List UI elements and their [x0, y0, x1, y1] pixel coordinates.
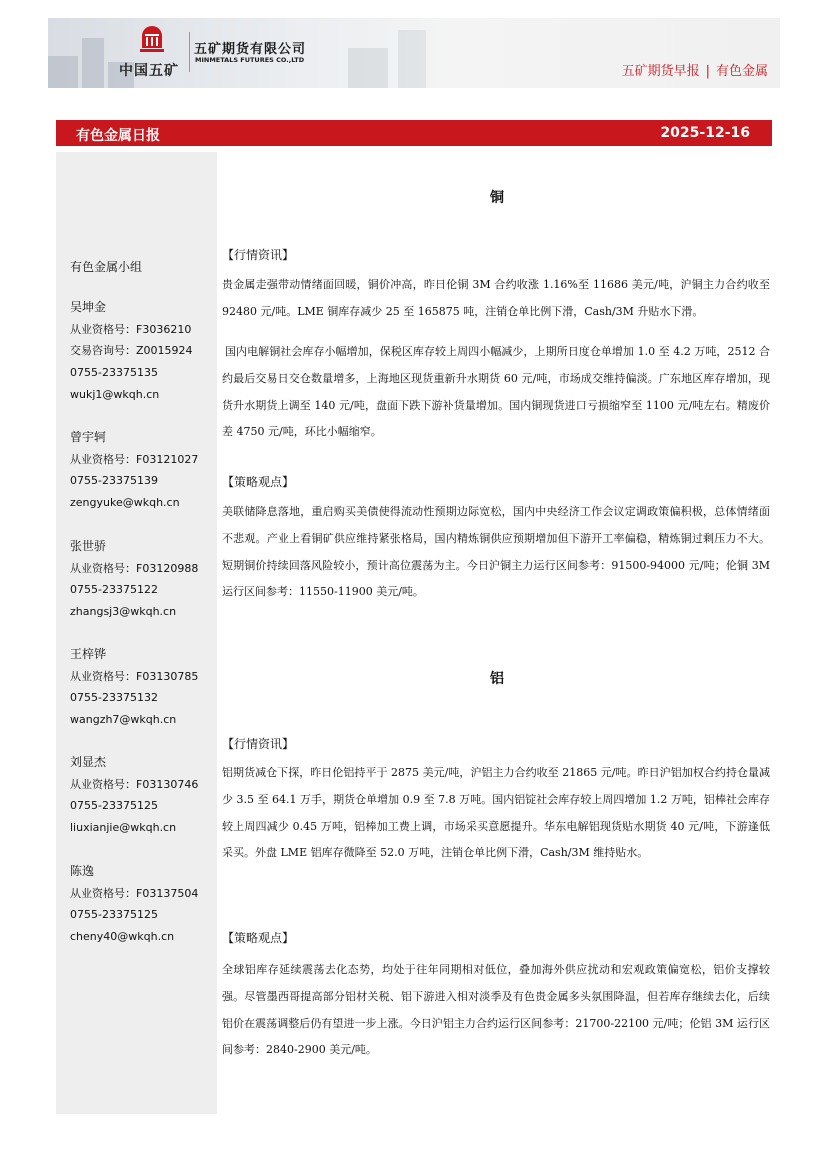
aluminum-market-paragraph: 铝期货减仓下探，昨日伦铝持平于 2875 美元/吨，沪铝主力合约收至 21865 元/吨。昨日沪铝加权合约持仓量减少 3.5 至 64.1 万手，期货仓单增加 0.9 至 7.8 万吨。国内铝锭社会库存较上周四增加 1.2 万吨，铝棒社会库存较上周四减少 0.45 万吨，铝棒加工费上调，市场采买意愿提升。华东电解铝现货贴水期货 40 元/吨，下游逢低采买。外盘 LME 铝库存微降至 52.0 万吨，注销仓单比例下滑，Cash/3M 维持贴水。 [222, 766, 770, 860]
analyst-email: zengyuke@wkqh.cn [70, 496, 180, 510]
analyst-phone: 0755-23375139 [70, 474, 158, 488]
analyst-name: 张世骄 [70, 539, 107, 553]
copper-strategy-paragraph: 美联储降息落地，重启购买美债使得流动性预期边际宽松，国内中央经济工作会议定调政策偏积极，总体情绪面不悲观。产业上看铜矿供应维持紧张格局，国内精炼铜供应预期增加但下游开工率偏稳，精炼铜过剩压力不大。短期铜价持续回落风险较小，预计高位震荡为主。今日沪铜主力运行区间参考：91500-94000 元/吨；伦铜 3M 运行区间参考：11550-11900 美元/吨。 [222, 505, 770, 599]
analyst-license: 从业资格号：F03130785 [70, 669, 199, 683]
minmetals-logo-icon [137, 24, 167, 58]
analyst-name: 曾宇轲 [70, 430, 107, 444]
analyst-card [70, 861, 220, 948]
strategy-label: 【策略观点】 [222, 931, 295, 945]
analyst-phone: 0755-23375125 [70, 908, 158, 922]
background-building-graphic [398, 30, 426, 88]
analyst-license: 从业资格号：F03120988 [70, 561, 199, 575]
analyst-card [70, 752, 220, 839]
background-building-graphic [348, 48, 388, 88]
analyst-phone: 0755-23375132 [70, 691, 158, 705]
analyst-email: cheny40@wkqh.cn [70, 930, 175, 944]
analyst-phone: 0755-23375125 [70, 799, 158, 813]
analyst-license: 从业资格号：F03130746 [70, 777, 199, 791]
strategy-label: 【策略观点】 [222, 475, 295, 489]
copper-market-paragraph-2: 国内电解铜社会库存小幅增加，保税区库存较上周四小幅减少，上期所日度仓单增加 1.0 至 4.2 万吨，2512 合约最后交易日交仓数量增多，上海地区现货重新升水期货 60 元/吨，市场成交维持偏淡。广东地区库存增加，现货升水期货上调至 140 元/吨，盘面下跌下游补货量增加。国内铜现货进口亏损缩窄至 1100 元/吨左右。精废价差 4750 元/吨，环比小幅缩窄。 [222, 345, 770, 439]
company-name-en: MINMETALS FUTURES CO.,LTD [195, 56, 305, 64]
copper-market-paragraph: 贵金属走强带动情绪面回暖，铜价冲高，昨日伦铜 3M 合约收涨 1.16%至 11686 美元/吨，沪铜主力合约收至 92480 元/吨。LME 铜库存减少 25 至 165875 吨，注销仓单比例下滑，Cash/3M 升贴水下滑。 [222, 278, 770, 318]
section-title-aluminum: 铝 [490, 671, 504, 687]
analyst-phone: 0755-23375122 [70, 583, 158, 597]
analyst-name: 王梓铧 [70, 647, 107, 661]
analyst-phone: 0755-23375135 [70, 366, 158, 380]
report-date: 2025-12-16 [660, 125, 750, 141]
analyst-name: 陈逸 [70, 864, 95, 878]
analyst-email: zhangsj3@wkqh.cn [70, 605, 177, 619]
analyst-license: 从业资格号：F3036210 [70, 322, 192, 336]
analyst-card [70, 644, 220, 731]
company-name-cn: 五矿期货有限公司 [194, 42, 307, 57]
analyst-name: 刘显杰 [70, 755, 107, 769]
report-series-name: 五矿期货早报 [621, 64, 700, 79]
market-info-label: 【行情资讯】 [222, 248, 295, 262]
analyst-card [70, 536, 220, 623]
market-info-label: 【行情资讯】 [222, 737, 295, 751]
background-building-graphic [82, 38, 104, 88]
aluminum-strategy-paragraph: 全球铝库存延续震荡去化态势，均处于往年同期相对低位，叠加海外供应扰动和宏观政策偏宽松，铝价支撑较强。尽管墨西哥提高部分铝材关税、铝下游进入相对淡季及有色贵金属多头氛围降温，但若库存继续去化，后续铝价在震荡调整后仍有望进一步上涨。今日沪铝主力合约运行区间参考：21700-22100 元/吨；伦铝 3M 运行区间参考：2840-2900 美元/吨。 [222, 963, 770, 1057]
page-header [48, 18, 780, 88]
analyst-license: 从业资格号：F03121027 [70, 452, 199, 466]
report-category: 有色金属 [715, 64, 768, 79]
analyst-email: wangzh7@wkqh.cn [70, 713, 177, 727]
report-title: 有色金属日报 [76, 128, 160, 144]
analyst-sidebar [56, 152, 217, 1114]
analyst-card [70, 297, 220, 406]
team-name: 有色金属小组 [70, 260, 143, 274]
report-series-separator: | [705, 64, 710, 79]
analyst-license: 从业资格号：F03137504 [70, 886, 199, 900]
analyst-consult-license: 交易咨询号：Z0015924 [70, 344, 193, 358]
logo-divider [189, 32, 190, 72]
logo-text: 中国五矿 [119, 63, 179, 79]
analyst-email: liuxianjie@wkqh.cn [70, 821, 177, 835]
report-banner [56, 120, 772, 146]
analyst-email: wukj1@wkqh.cn [70, 387, 160, 401]
report-series [622, 60, 768, 79]
section-title-copper: 铜 [490, 190, 504, 206]
analyst-name: 吴坤金 [70, 300, 107, 314]
analyst-card [70, 427, 220, 514]
background-building-graphic [48, 56, 78, 88]
